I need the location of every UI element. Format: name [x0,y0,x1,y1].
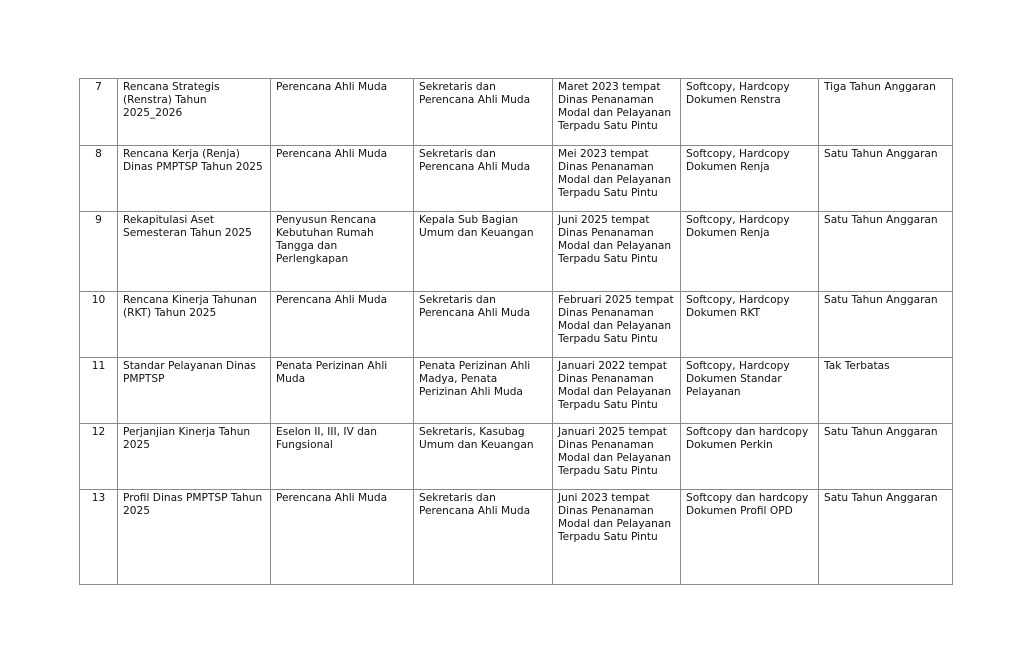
retention-period: Satu Tahun Anggaran [819,490,953,585]
document-creator: Perencana Ahli Muda [271,146,414,212]
document-name: Standar Pelayanan Dinas PMPTSP [118,358,271,424]
retention-period: Satu Tahun Anggaran [819,292,953,358]
row-number: 8 [80,146,118,212]
responsible-party: Sekretaris, Kasubag Umum dan Keuangan [414,424,553,490]
time-and-place: Januari 2025 tempat Dinas Penanaman Modal dan Pelayanan Terpadu Satu Pintu [553,424,681,490]
document-name: Rencana Strategis (Renstra) Tahun 2025_2026 [118,79,271,146]
document-format: Softcopy, Hardcopy Dokumen Standar Pelayanan [681,358,819,424]
time-and-place: Maret 2023 tempat Dinas Penanaman Modal dan Pelayanan Terpadu Satu Pintu [553,79,681,146]
table-row [80,146,953,212]
table-row [80,292,953,358]
row-number: 9 [80,212,118,292]
document-format: Softcopy, Hardcopy Dokumen Renstra [681,79,819,146]
document-table [79,78,953,585]
document-name: Profil Dinas PMPTSP Tahun 2025 [118,490,271,585]
document-creator: Penyusun Rencana Kebutuhan Rumah Tangga dan Perlengkapan [271,212,414,292]
table-row [80,490,953,585]
document-format: Softcopy dan hardcopy Dokumen Profil OPD [681,490,819,585]
table-row [80,358,953,424]
responsible-party: Kepala Sub Bagian Umum dan Keuangan [414,212,553,292]
retention-period: Satu Tahun Anggaran [819,424,953,490]
retention-period: Tiga Tahun Anggaran [819,79,953,146]
responsible-party: Sekretaris dan Perencana Ahli Muda [414,79,553,146]
document-creator: Perencana Ahli Muda [271,490,414,585]
table-row [80,79,953,146]
document-name: Rencana Kinerja Tahunan (RKT) Tahun 2025 [118,292,271,358]
time-and-place: Juni 2023 tempat Dinas Penanaman Modal dan Pelayanan Terpadu Satu Pintu [553,490,681,585]
document-format: Softcopy dan hardcopy Dokumen Perkin [681,424,819,490]
responsible-party: Sekretaris dan Perencana Ahli Muda [414,292,553,358]
retention-period: Satu Tahun Anggaran [819,146,953,212]
document-name: Rencana Kerja (Renja) Dinas PMPTSP Tahun 2025 [118,146,271,212]
row-number: 7 [80,79,118,146]
document-creator: Perencana Ahli Muda [271,292,414,358]
table-row [80,212,953,292]
row-number: 13 [80,490,118,585]
document-format: Softcopy, Hardcopy Dokumen Renja [681,146,819,212]
document-name: Perjanjian Kinerja Tahun 2025 [118,424,271,490]
document-creator: Penata Perizinan Ahli Muda [271,358,414,424]
row-number: 11 [80,358,118,424]
table-row [80,424,953,490]
row-number: 10 [80,292,118,358]
retention-period: Satu Tahun Anggaran [819,212,953,292]
document-creator: Perencana Ahli Muda [271,79,414,146]
row-number: 12 [80,424,118,490]
document-name: Rekapitulasi Aset Semesteran Tahun 2025 [118,212,271,292]
document-format: Softcopy, Hardcopy Dokumen RKT [681,292,819,358]
time-and-place: Februari 2025 tempat Dinas Penanaman Modal dan Pelayanan Terpadu Satu Pintu [553,292,681,358]
responsible-party: Sekretaris dan Perencana Ahli Muda [414,490,553,585]
document-format: Softcopy, Hardcopy Dokumen Renja [681,212,819,292]
time-and-place: Januari 2022 tempat Dinas Penanaman Modal dan Pelayanan Terpadu Satu Pintu [553,358,681,424]
time-and-place: Juni 2025 tempat Dinas Penanaman Modal dan Pelayanan Terpadu Satu Pintu [553,212,681,292]
document-creator: Eselon II, III, IV dan Fungsional [271,424,414,490]
time-and-place: Mei 2023 tempat Dinas Penanaman Modal dan Pelayanan Terpadu Satu Pintu [553,146,681,212]
retention-period: Tak Terbatas [819,358,953,424]
responsible-party: Penata Perizinan Ahli Madya, Penata Perizinan Ahli Muda [414,358,553,424]
responsible-party: Sekretaris dan Perencana Ahli Muda [414,146,553,212]
